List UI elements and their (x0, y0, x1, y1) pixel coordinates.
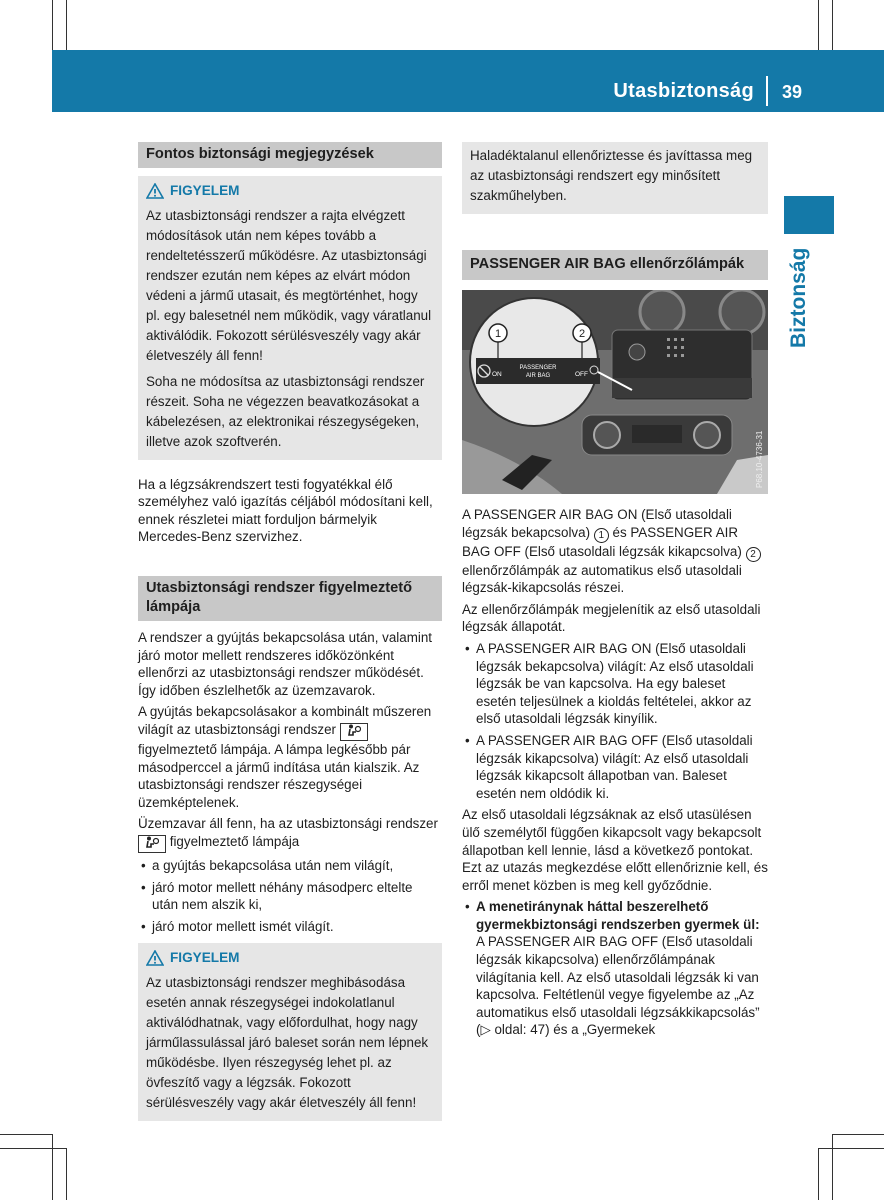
section-heading: PASSENGER AIR BAG ellenőrzőlámpák (462, 250, 768, 280)
callout-1-ref: 1 (594, 528, 609, 543)
body-paragraph (138, 815, 442, 853)
crop-mark (832, 0, 833, 50)
warning-title (146, 182, 434, 200)
warning-title (146, 949, 434, 967)
body-paragraph (462, 506, 768, 597)
panel-line2: AIR BAG (525, 373, 551, 379)
left-column (138, 142, 442, 1121)
image-reference: P68.10-4736-31 (755, 430, 764, 488)
warning-box (138, 943, 442, 1121)
warning-triangle-icon (146, 950, 164, 966)
crop-mark (52, 0, 53, 50)
crop-mark (832, 1134, 884, 1135)
page-number: 39 (782, 82, 803, 102)
crop-mark (0, 1134, 52, 1135)
warning-box (138, 176, 442, 460)
warning-triangle-icon (146, 183, 164, 199)
body-paragraph: A rendszer a gyújtás bekapcsolása után, valamint járó motor mellett rendszeres időközönként ellenőrzi az utasbiztonsági rendszer működését. Így időben észlelhetők az üzemzavarok. (138, 629, 433, 698)
chapter-tab (784, 196, 834, 234)
crop-mark (818, 0, 819, 50)
body-paragraph: Ha a légzsákrendszert testi fogyatékkal élő személyhez való igazítás céljából módosítani kell, ennek részletei miatt forduljon bármelyik Mercedes-Benz szervizhez. (138, 476, 433, 545)
warning-label: FIGYELEM (170, 950, 240, 966)
list-item: • a gyújtás bekapcsolása után nem világít, (138, 857, 442, 875)
note-text: Haladéktalanul ellenőriztesse és javíttassa meg az utasbiztonsági rendszert egy minősített szakműhelyben. (470, 148, 753, 203)
body-paragraph: Az ellenőrzőlámpák megjelenítik az első utasoldali légzsák állapotát. (462, 601, 761, 635)
crop-mark (818, 1148, 884, 1149)
crop-mark (66, 1148, 67, 1200)
body-text: és PASSENGER AIR BAG OFF (Első utasoldali légzsák kikapcsolva) (462, 524, 742, 559)
body-paragraph (138, 703, 442, 811)
bullet-list (138, 857, 442, 935)
bullet-bold-lead: A menetiránynak háttal beszerelhető gyermekbiztonsági rendszerben gyermek ül: (476, 899, 760, 932)
list-item: • járó motor mellett néhány másodperc eltelte után nem alszik ki, (138, 879, 442, 914)
airbag-warning-lamp-icon (138, 835, 166, 853)
panel-line1: PASSENGER (519, 365, 557, 371)
warning-text: Soha ne módosítsa az utasbiztonsági rendszer részeit. Soha ne végezzen beavatkozásokat a kábelezésen, az elektronikai részegységeken, illetve azok szoftverén. (146, 373, 425, 449)
body-text: A gyújtás bekapcsolásakor a kombinált műszeren világít az utasbiztonsági rendszer (138, 704, 432, 737)
body-text: figyelmeztető lámpája (169, 833, 300, 849)
warning-text: Az utasbiztonsági rendszer meghibásodása esetén annak részegységei indokolatlanul aktiválódhatnak, vagy előfordulhat, hogy nagy járműlassulással járó baleset során nem lépnek működésbe. Ilyen részegység lehet pl. az övfeszítő vagy a légzsák. Fokozott sérülésveszély vagy akár életveszély áll fenn! (146, 974, 429, 1110)
body-text: ellenőrzőlámpák az automatikus első utasoldali légzsák-kikapcsolás részei. (462, 562, 742, 596)
note-box (462, 142, 768, 214)
list-item: • A PASSENGER AIR BAG ON (Első utasoldali légzsák bekapcsolva) világít: Az első utasoldali légzsák be van kapcsolva. Ha egy baleset esetén teljesülnek a kioldás feltételei, akkor az első utasoldali légzsák kinyílik. (462, 640, 768, 728)
body-text: A PASSENGER AIR BAG ON (Első utasoldali légzsák bekapcsolva) (462, 507, 732, 540)
crop-mark (832, 1134, 833, 1200)
body-paragraph: Az első utasoldali légzsáknak az első utasülésen ülő személytől függően kikapcsolt vagy bekapcsolt állapotban kell lennie, lásd a következő pontokat. Ezt az utazás megkezdése előtt ellenőriznie kell, és erről menet közben is meg kell győződnie. (462, 807, 768, 893)
warning-label: FIGYELEM (170, 183, 240, 198)
header-band (52, 50, 884, 112)
callout-2-ref: 2 (746, 547, 761, 562)
dashboard-photo (462, 290, 768, 494)
bullet-text: A PASSENGER AIR BAG OFF (Első utasoldali légzsák kikapcsolva) ellenőrzőlámpának világítania kell. Az első utasoldali légzsák ki van kapcsolva. Feltétlenül vegye figyelembe az „Az automatikus első utasoldali légzsákkikapcsolás” (▷ oldal: 47) és a „Gyermekek (476, 934, 760, 1038)
airbag-warning-lamp-icon (340, 723, 368, 741)
page-title: Utasbiztonság (613, 80, 754, 102)
list-item (462, 898, 768, 1039)
header-divider (766, 76, 768, 106)
callout-2: 2 (578, 328, 586, 340)
on-label: ON (492, 371, 502, 378)
crop-mark (818, 1148, 819, 1200)
section-heading: Fontos biztonsági megjegyzések (138, 142, 442, 168)
off-label: OFF (575, 371, 588, 378)
list-item: • járó motor mellett ismét világít. (138, 918, 442, 936)
right-column (462, 142, 768, 1043)
body-text: figyelmeztető lámpája. A lámpa legkésőbb pár másodperccel a jármű indítása után kialszik. Az utasbiztonsági rendszer részegységei üzemképtelenek. (138, 741, 420, 810)
crop-mark (66, 0, 67, 50)
list-item: • A PASSENGER AIR BAG OFF (Első utasoldali légzsák kikapcsolva) világít: Az első utasoldali légzsák kikapcsolt állapotban van. Baleset esetén nem oldódik ki. (462, 732, 768, 802)
bullet-list (462, 640, 768, 802)
callout-1: 1 (494, 328, 502, 340)
warning-text: Az utasbiztonsági rendszer a rajta elvégzett módosítások után nem képes tovább a rendeltetésszerű működésre. Az utasbiztonsági rendszer ezután nem képes az elvárt módon védeni a jármű utasait, és megtörténhet, hogy pl. egy balesetnél nem működik, vagy váratlanul aktiválódik. Fokozott sérülésveszély vagy akár életveszély áll fenn! (146, 207, 432, 363)
crop-mark (0, 1148, 66, 1149)
body-text: Üzemzavar áll fenn, ha az utasbiztonsági rendszer (138, 816, 438, 832)
chapter-label: Biztonság (787, 247, 810, 348)
crop-mark (52, 1134, 53, 1200)
section-heading: Utasbiztonsági rendszer figyelmeztető lámpája (138, 576, 442, 621)
bullet-list (462, 898, 768, 1039)
